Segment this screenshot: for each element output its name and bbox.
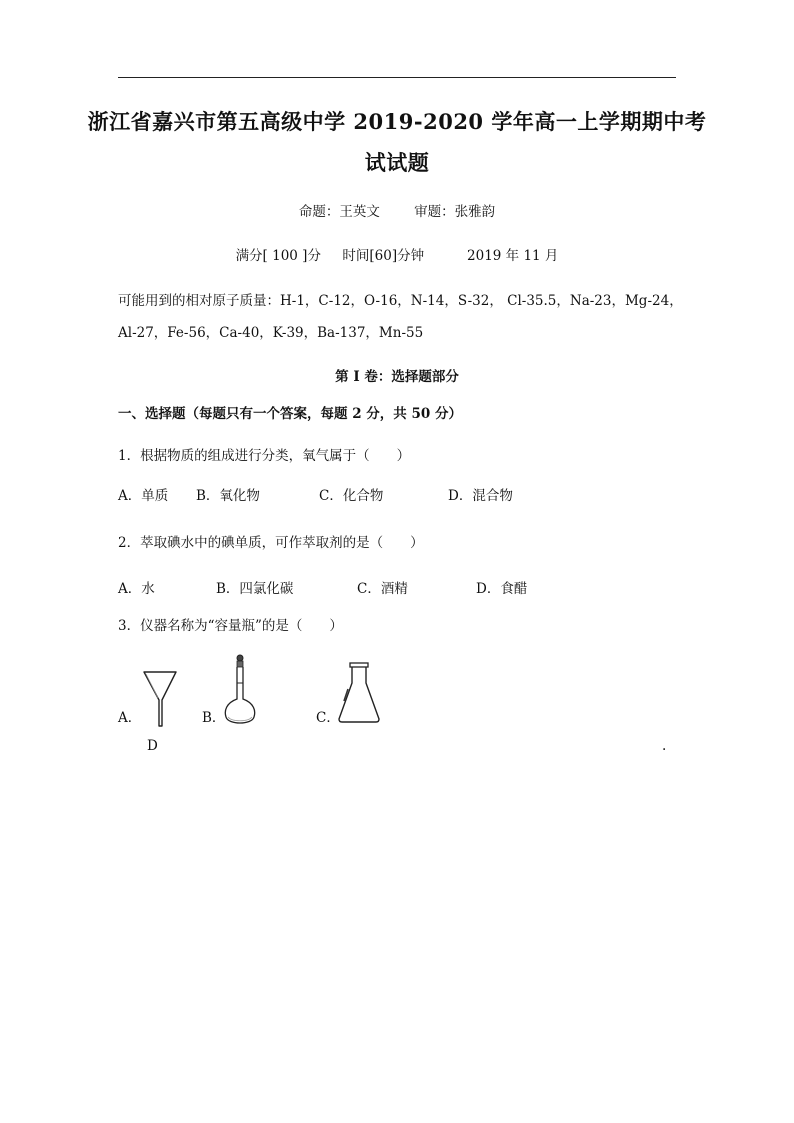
question-2-stem: 2．萃取碘水中的碘单质，可作萃取剂的是（ ） [118, 535, 424, 551]
question-2-option-a: A．水 [118, 581, 155, 597]
page-title-line-2: 试试题 [364, 150, 430, 175]
question-3-option-d: D [147, 738, 158, 754]
question-2-option-c: C．酒精 [357, 581, 408, 597]
question-3-option-b: B． [202, 710, 226, 726]
question-1-option-c: C．化合物 [319, 488, 384, 504]
page-title-line-1: 浙江省嘉兴市第五高级中学 2019-2020 学年高一上学期期中考 [87, 109, 707, 134]
question-2-option-d: D．食醋 [476, 581, 528, 597]
authors-line: 命题：王英文 审题：张雅韵 [298, 204, 496, 220]
section-heading: 一、选择题（每题只有一个答案，每题 2 分，共 50 分） [118, 406, 462, 422]
conical-flask-icon [336, 661, 382, 729]
question-3-stem: 3．仪器名称为“容量瓶”的是（ ） [118, 618, 343, 634]
part-title: 第 I 卷：选择题部分 [335, 369, 459, 385]
funnel-icon [142, 670, 178, 732]
question-3-option-a: A． [118, 710, 142, 726]
volumetric-flask-icon [222, 653, 258, 731]
question-3-option-c: C． [316, 710, 340, 726]
exam-info-line: 满分[ 100 ]分 时间[60]分钟 2019 年 11 月 [235, 248, 559, 264]
question-1-option-d: D．混合物 [448, 488, 513, 504]
question-1-option-b: B．氧化物 [196, 488, 260, 504]
question-1-stem: 1．根据物质的组成进行分类，氧气属于（ ） [118, 448, 411, 464]
question-1-option-a: A．单质 [118, 488, 169, 504]
question-3-trailing-dot: . [662, 738, 667, 754]
atomic-mass-line-1: 可能用到的相对原子质量：H-1，C-12，O-16，N-14，S-32， Cl-35.5，Na-23，Mg-24， [118, 293, 683, 309]
header-rule [118, 77, 676, 78]
question-2-option-b: B．四氯化碳 [216, 581, 294, 597]
atomic-mass-line-2: Al-27，Fe-56，Ca-40，K-39，Ba-137，Mn-55 [118, 325, 424, 341]
